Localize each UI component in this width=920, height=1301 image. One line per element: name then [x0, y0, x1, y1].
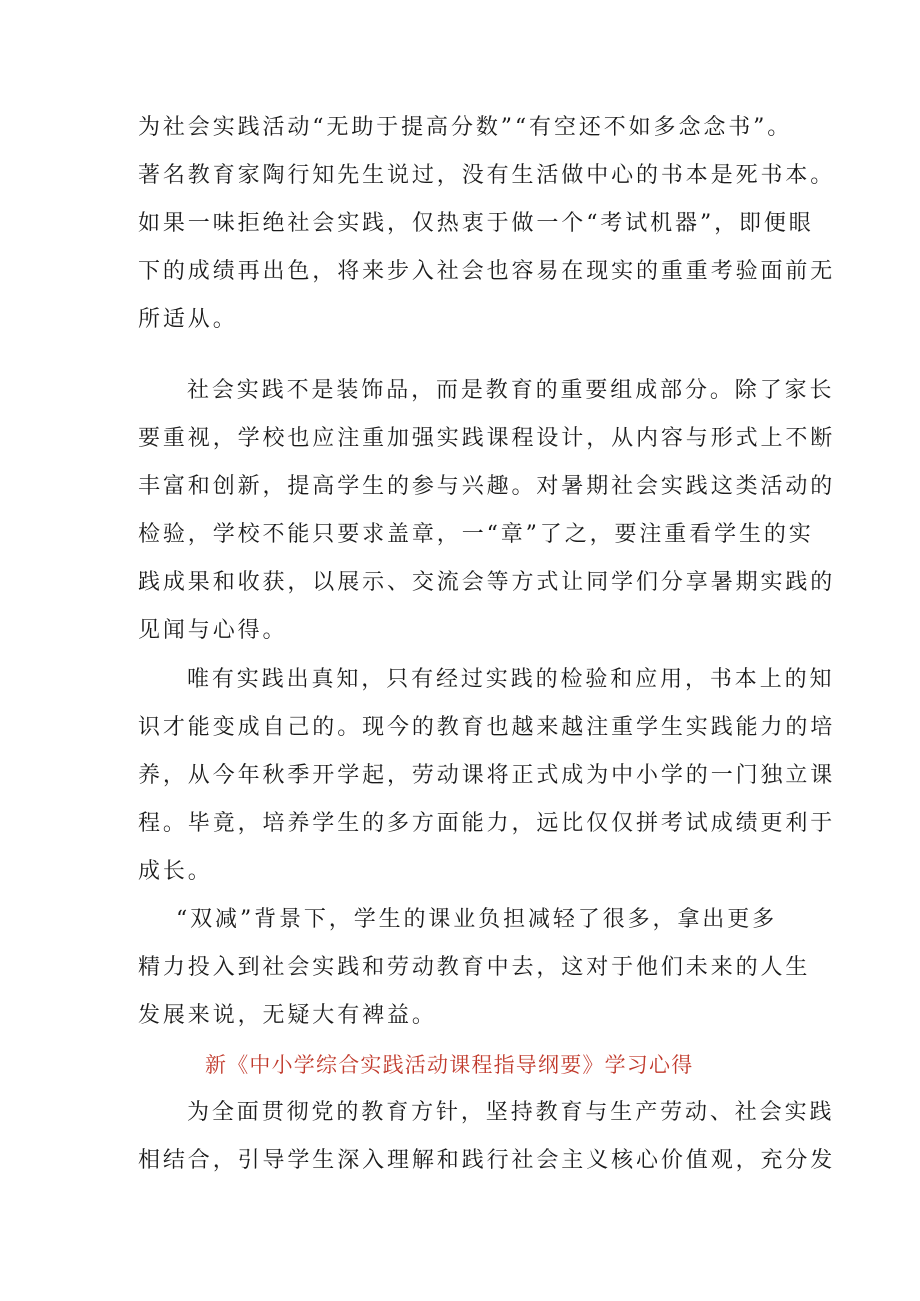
paragraph-4-line-1: “双减”背景下，学生的课业负担减轻了很多，拿出更多 [176, 907, 777, 932]
paragraph-3-line-5: 成长。 [138, 859, 213, 884]
paragraph-3-line-4: 程。毕竟，培养学生的多方面能力，远比仅仅拼考试成绩更利于 [138, 811, 836, 836]
paragraph-1-line-1: 为社会实践活动“无助于提高分数”“有空还不如多念念书”。 [138, 115, 793, 140]
paragraph-2-line-1: 社会实践不是装饰品，而是教育的重要组成部分。除了家长 [187, 378, 835, 403]
paragraph-2-line-2: 要重视，学校也应注重加强实践课程设计，从内容与形式上不断 [138, 426, 836, 451]
paragraph-3-line-3: 养，从今年秋季开学起，劳动课将正式成为中小学的一门独立课 [138, 763, 836, 788]
paragraph-2-line-6: 见闻与心得。 [138, 618, 288, 643]
paragraph-4-line-3: 发展来说，无疑大有裨益。 [138, 1003, 437, 1028]
paragraph-3-line-1: 唯有实践出真知，只有经过实践的检验和应用，书本上的知 [187, 667, 835, 692]
paragraph-4-line-2: 精力投入到社会实践和劳动教育中去，这对于他们未来的人生 [138, 955, 811, 980]
paragraph-3-line-2: 识才能变成自己的。现今的教育也越来越注重学生实践能力的培 [138, 715, 836, 740]
paragraph-1-line-3: 如果一味拒绝社会实践，仅热衷于做一个“考试机器”，即便眼 [138, 211, 814, 236]
paragraph-2-line-3: 丰富和创新，提高学生的参与兴趣。对暑期社会实践这类活动的 [138, 474, 836, 499]
closing-paragraph-line-2: 相结合，引导学生深入理解和践行社会主义核心价值观，充分发 [138, 1148, 836, 1173]
section-title: 新《中小学综合实践活动课程指导纲要》学习心得 [205, 1053, 694, 1077]
closing-paragraph-line-1: 为全面贯彻党的教育方针，坚持教育与生产劳动、社会实践 [187, 1100, 835, 1125]
paragraph-2-line-5: 践成果和收获，以展示、交流会等方式让同学们分享暑期实践的 [138, 570, 836, 595]
paragraph-1-line-4: 下的成绩再出色，将来步入社会也容易在现实的重重考验面前无 [138, 259, 836, 284]
paragraph-1-line-5: 所适从。 [138, 307, 238, 332]
paragraph-1-line-2: 著名教育家陶行知先生说过，没有生活做中心的书本是死书本。 [138, 163, 836, 188]
paragraph-2-line-4: 检验，学校不能只要求盖章，一“章”了之，要注重看学生的实 [138, 522, 814, 547]
